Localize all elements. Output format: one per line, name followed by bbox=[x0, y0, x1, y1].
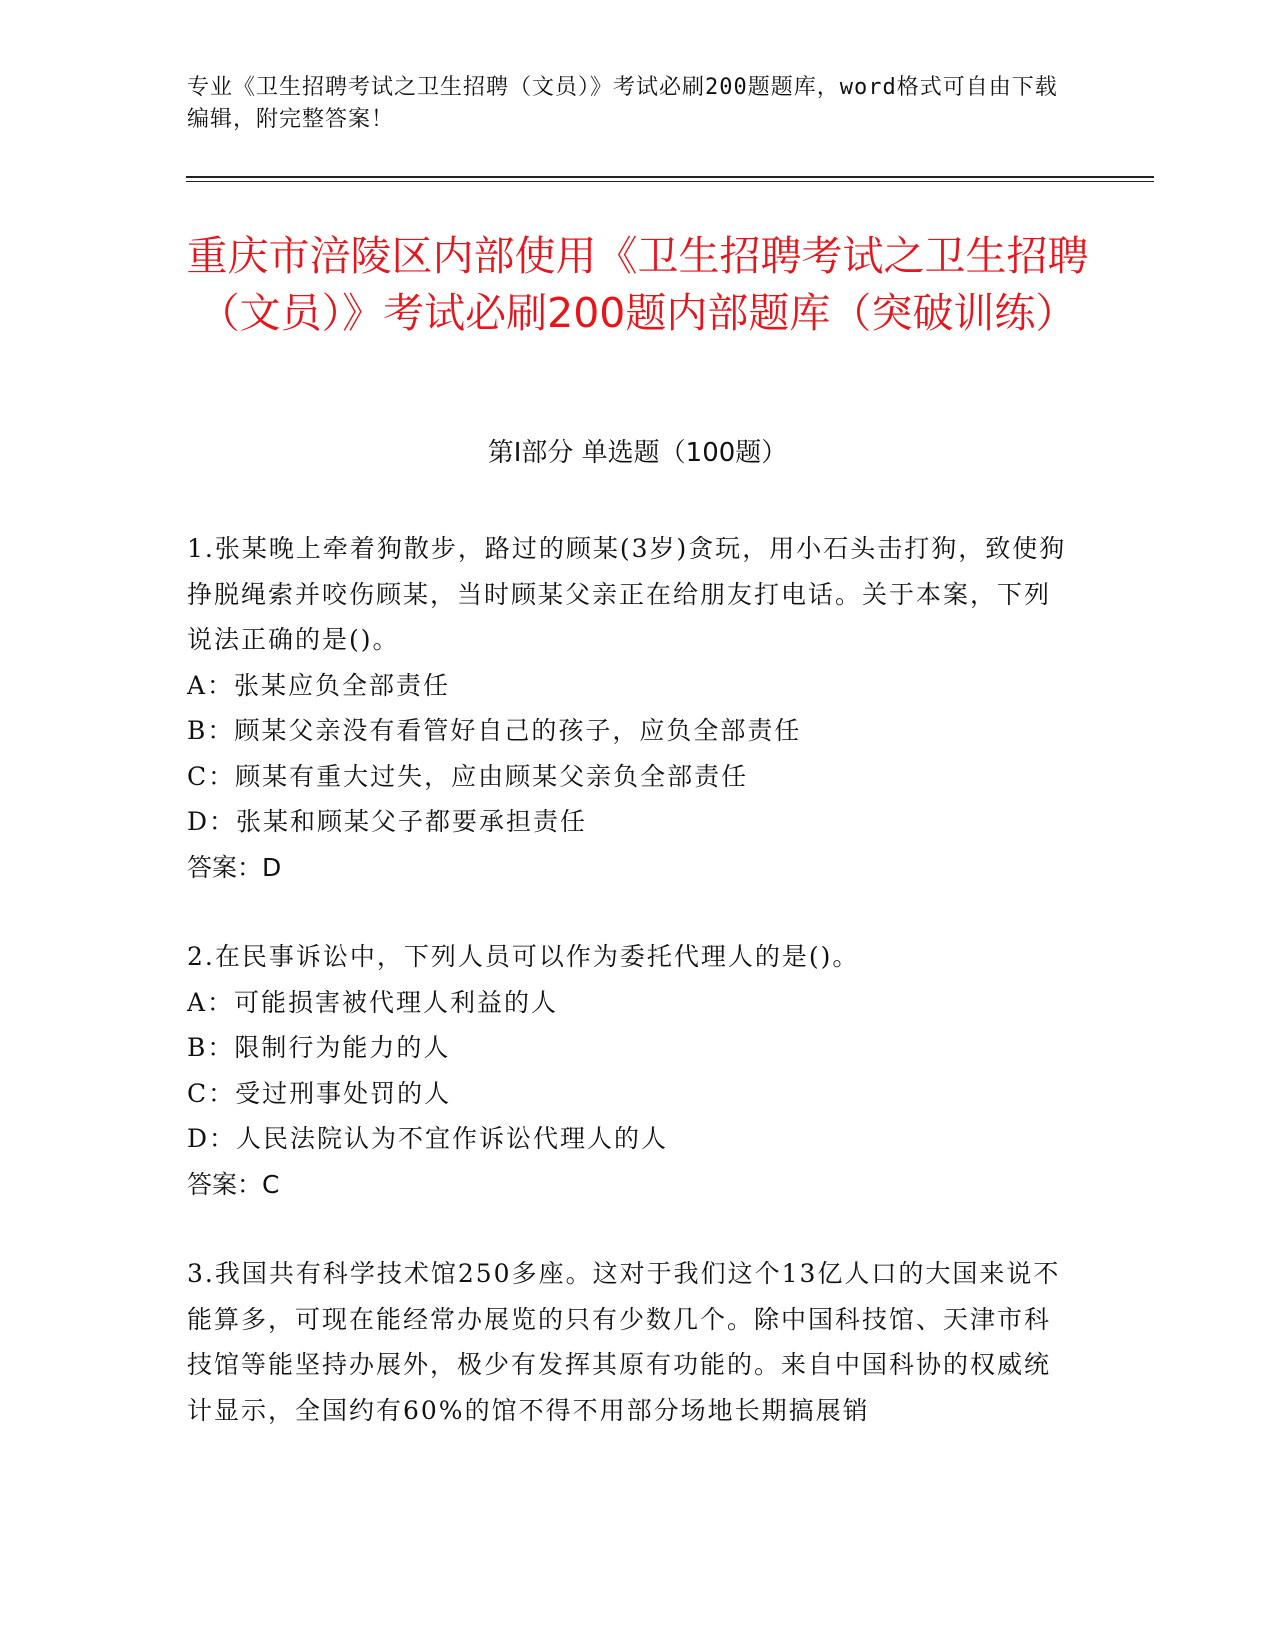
header-note: 专业《卫生招聘考试之卫生招聘（文员）》考试必刷200题题库，word格式可自由下载编辑，附完整答案！ bbox=[187, 75, 1058, 132]
header-divider-thick bbox=[186, 176, 1154, 178]
question-stem: 3.我国共有科学技术馆250多座。这对于我们这个13亿人口的大国来说不能算多，可现在能经常办展览的只有少数几个。除中国科技馆、天津市科技馆等能坚持办展外，极少有发挥其原有功能的。来自中国科协的权威统计显示，全国约有60%的馆不得不用部分场地长期搞展销 bbox=[187, 1259, 1061, 1425]
option-d: D：张某和顾某父子都要承担责任 bbox=[187, 807, 588, 836]
answer: 答案：C bbox=[187, 1169, 280, 1199]
question-3 bbox=[187, 1251, 1077, 1433]
question-stem: 2.在民事诉讼中，下列人员可以作为委托代理人的是()。 bbox=[187, 942, 860, 971]
question-2 bbox=[187, 934, 1077, 1207]
option-a: A：可能损害被代理人利益的人 bbox=[187, 987, 559, 1017]
option-b: B：顾某父亲没有看管好自己的孩子，应负全部责任 bbox=[187, 716, 802, 745]
option-d: D：人民法院认为不宜作诉讼代理人的人 bbox=[187, 1124, 669, 1153]
question-1 bbox=[187, 526, 1077, 890]
answer: 答案：D bbox=[187, 852, 282, 882]
question-list bbox=[187, 526, 1077, 1477]
option-a: A：张某应负全部责任 bbox=[187, 670, 451, 700]
document-title: 重庆市涪陵区内部使用《卫生招聘考试之卫生招聘（文员）》考试必刷200题内部题库（突破训练） bbox=[186, 232, 1089, 337]
question-stem: 1.张某晚上牵着狗散步，路过的顾某(3岁)贪玩，用小石头击打狗，致使狗挣脱绳索并咬伤顾某，当时顾某父亲正在给朋友打电话。关于本案，下列说法正确的是()。 bbox=[187, 534, 1067, 654]
option-c: C：受过刑事处罚的人 bbox=[187, 1078, 452, 1108]
header-divider-thin bbox=[186, 181, 1154, 182]
option-c: C：顾某有重大过失，应由顾某父亲负全部责任 bbox=[187, 761, 749, 791]
option-b: B：限制行为能力的人 bbox=[187, 1033, 451, 1062]
section-title: 第I部分 单选题（100题） bbox=[487, 438, 788, 468]
